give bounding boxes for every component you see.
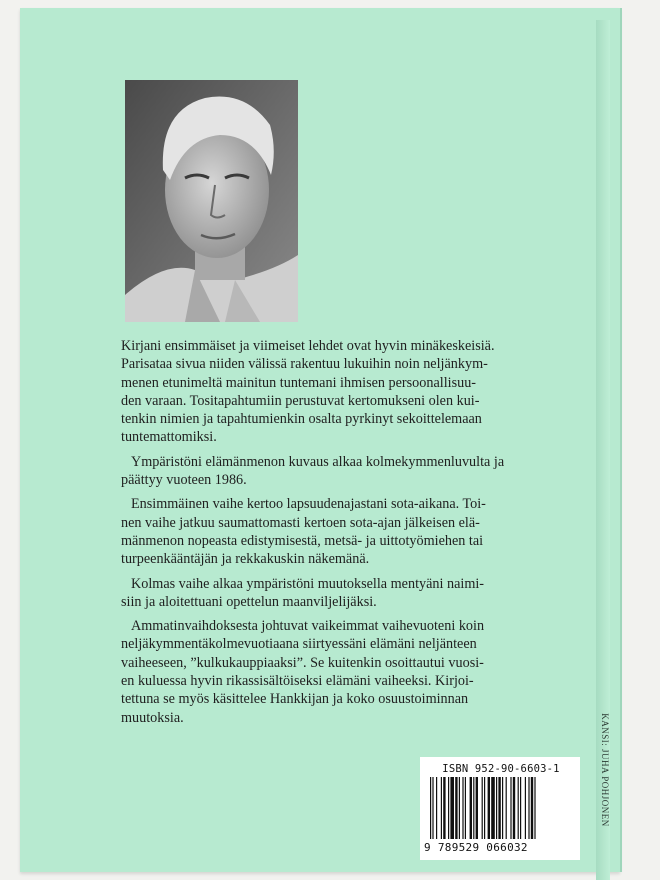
barcode-label (420, 757, 580, 860)
cover-design-credit: KANSI: JUHA POHJONEN (600, 713, 610, 827)
blurb-paragraph-3: Ensimmäinen vaihe kertoo lapsuudenajastani sota-aikana. Toi- nen vaihe jatkuu saumattomasti kertoen sota-ajan jälkeisen elä- mänmenon nopeasta edistymisestä, metsä- ja uittotyömiehen tai turpeenkääntäjän ja rekkakuskin näkemänä. (121, 496, 486, 568)
blurb-paragraph-1: Kirjani ensimmäiset ja viimeiset lehdet ovat hyvin minäkeskeisiä. Parisataa sivua niiden välissä rakentuu lukuihin noin neljänkym- menen etunimeltä mainitun tuntemani ihmisen persoonallisuu- den varaan. Tositapahtumiin perustuvat kertomukseni olen kui- tenkin nimien ja tapahtumienkin osalta pyrkinyt sekoittelemaan tuntemattomiksi. (121, 338, 495, 446)
blurb-paragraph-5: Ammatinvaihdoksesta johtuvat vaikeimmat vaihevuoteni koin neljäkymmentäkolmevuotiaana siirtyessäni elämäni neljänteen vaiheeseen, ”kulkukauppiaaksi”. Se kuitenkin osoittautui vuosi- en kuluessa hyvin rikassisältöiseksi elämäni vaiheeksi. Kirjoi- tettuna se myös käsittelee Hankkijan ja koko osuustoiminnan muutoksia. (121, 618, 485, 726)
barcode-number: 9 789529 066032 (424, 841, 528, 854)
blurb-paragraph-4: Kolmas vaihe alkaa ympäristöni muutoksella mentyäni naimi- siin ja aloitettuani opettelun maanviljelijäksi. (121, 575, 485, 610)
blurb-paragraph-2: Ympäristöni elämänmenon kuvaus alkaa kolmekymmenluvulta ja päättyy vuoteen 1986. (121, 453, 505, 489)
barcode-bars (426, 777, 574, 841)
author-photo (125, 80, 298, 322)
blurb-text (121, 337, 571, 733)
isbn-text: ISBN 952-90-6603-1 (442, 763, 560, 775)
